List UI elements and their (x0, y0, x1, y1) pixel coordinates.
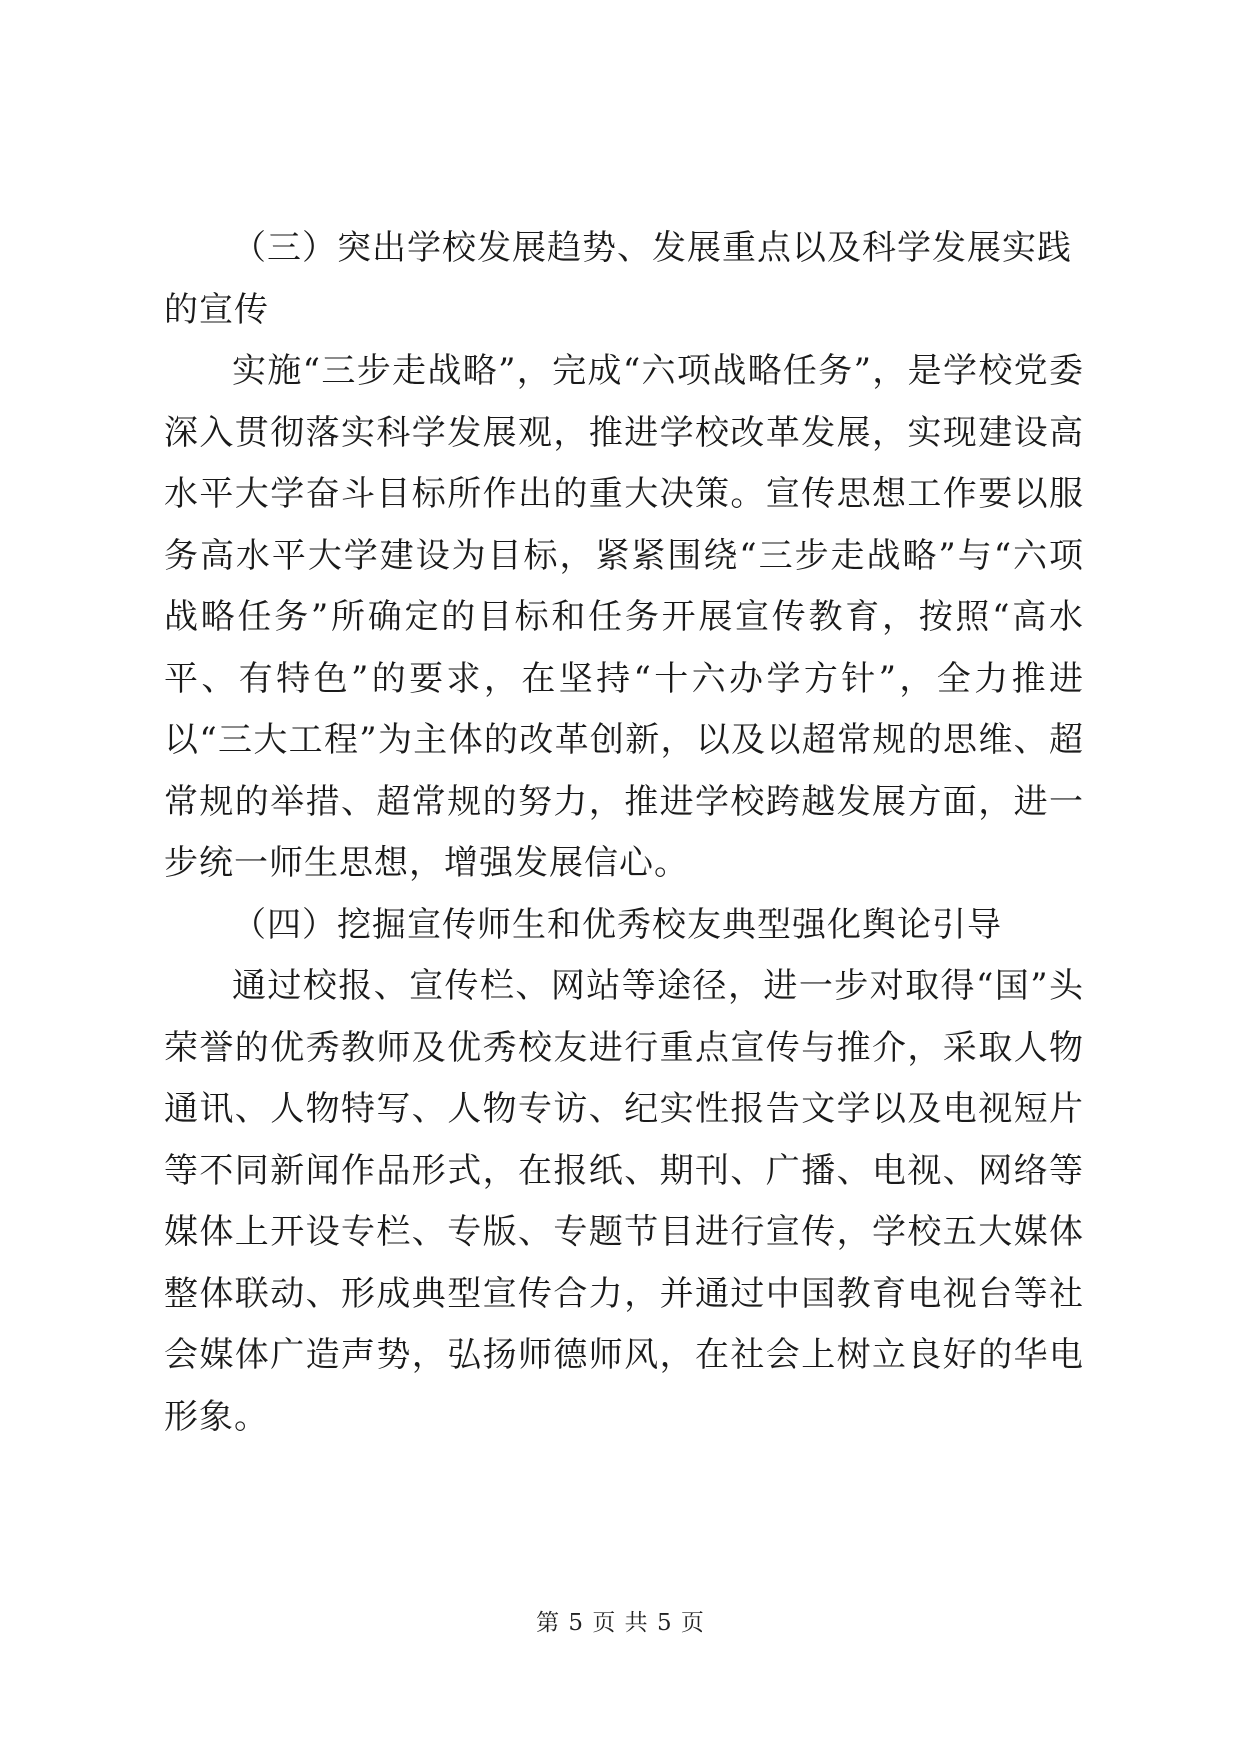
section-paragraph-4: 通过校报、宣传栏、网站等途径，进一步对取得“国”头荣誉的优秀教师及优秀校友进行重点宣传与推介，采取人物通讯、人物特写、人物专访、纪实性报告文学以及电视短片等不同新闻作品形式，在报纸、期刊、广播、电视、网络等媒体上开设专栏、专版、专题节目进行宣传，学校五大媒体整体联动、形成典型宣传合力，并通过中国教育电视台等社会媒体广造声势，弘扬师德师风，在社会上树立良好的华电形象。 (164, 966, 1084, 1437)
section-heading-4: （四）挖掘宣传师生和优秀校友典型强化舆论引导 (232, 904, 1002, 945)
section-heading-3: （三）突出学校发展趋势、发展重点以及科学发展实践的宣传 (164, 228, 1072, 330)
document-body (164, 218, 1084, 1448)
section-paragraph-3: 实施“三步走战略”，完成“六项战略任务”，是学校党委深入贯彻落实科学发展观，推进学校改革发展，实现建设高水平大学奋斗目标所作出的重大决策。宣传思想工作要以服务高水平大学建设为目标，紧紧围绕“三步走战略”与“六项战略任务”所确定的目标和任务开展宣传教育，按照“高水平、有特色”的要求，在坚持“十六办学方针”，全力推进以“三大工程”为主体的改革创新，以及以超常规的思维、超常规的举措、超常规的努力，推进学校跨越发展方面，进一步统一师生思想，增强发展信心。 (164, 351, 1084, 883)
page-number-footer: 第 5 页 共 5 页 (536, 1610, 705, 1636)
